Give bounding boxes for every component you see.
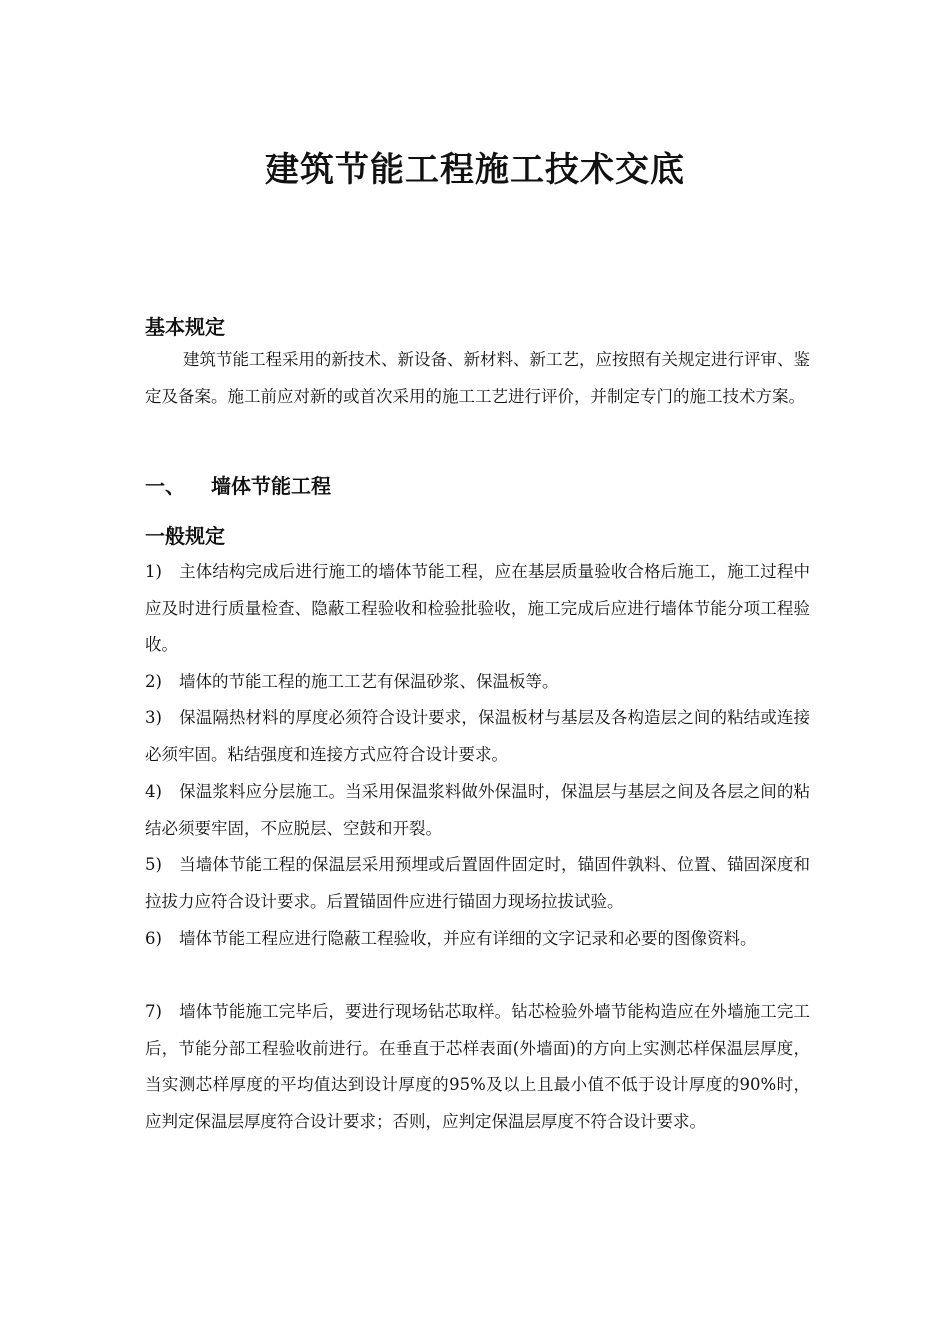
list-item-text: 当墙体节能工程的保温层采用预埋或后置固件固定时，锚固件孰料、位置、锚固深度和拉拔力应符合设计要求。后置锚固件应进行锚固力现场拉拔试验。 (145, 855, 810, 911)
list-item-number: 6) (145, 929, 162, 948)
list-item-text: 保温浆料应分层施工。当采用保温浆料做外保温时，保温层与基层之间及各层之间的粘结必须要牢固，不应脱层、空鼓和开裂。 (145, 782, 810, 838)
list-item-6 (145, 921, 810, 958)
section-1-heading (145, 472, 331, 500)
list-item-7 (145, 994, 810, 1140)
basic-heading: 基本规定 (145, 315, 225, 339)
list-item-number: 5) (145, 855, 162, 874)
list-item-text: 保温隔热材料的厚度必须符合设计要求，保温板材与基层及各构造层之间的粘结或连接必须牢固。粘结强度和连接方式应符合设计要求。 (145, 708, 810, 764)
list-item-text: 墙体的节能工程的施工工艺有保温砂浆、保温板等。 (179, 672, 559, 691)
list-item-text: 墙体节能施工完毕后，要进行现场钻芯取样。钻芯检验外墙节能构造应在外墙施工完工后，节能分部工程验收前进行。在垂直于芯样表面(外墙面)的方向上实测芯样保温层厚度，当实测芯样厚度的平均值达到设计厚度的95%及以上且最小值不低于设计厚度的90%时，应判定保温层厚度符合设计要求；否则，应判定保温层厚度不符合设计要求。 (145, 1002, 810, 1131)
basic-paragraph: 建筑节能工程采用的新技术、新设备、新材料、新工艺，应按照有关规定进行评审、鉴定及备案。施工前应对新的或首次采用的施工工艺进行评价，并制定专门的施工技术方案。 (145, 350, 810, 406)
section-1-title: 墙体节能工程 (211, 474, 331, 498)
list-item-number: 4) (145, 782, 162, 801)
list-item-5 (145, 847, 810, 920)
section-1-number: 一、 (145, 474, 185, 498)
general-rules-heading: 一般规定 (145, 524, 225, 548)
list-item-2 (145, 664, 810, 701)
list-item-number: 2) (145, 672, 162, 691)
list-item-1 (145, 554, 810, 664)
list-item-number: 3) (145, 708, 162, 727)
list-item-text: 主体结构完成后进行施工的墙体节能工程，应在基层质量验收合格后施工，施工过程中应及时进行质量检查、隐蔽工程验收和检验批验收，施工完成后应进行墙体节能分项工程验收。 (145, 562, 810, 654)
list-item-4 (145, 774, 810, 847)
list-item-number: 1) (145, 562, 162, 581)
list-item-3 (145, 700, 810, 773)
document-title: 建筑节能工程施工技术交底 (265, 150, 685, 190)
list-item-text: 墙体节能工程应进行隐蔽工程验收，并应有详细的文字记录和必要的图像资料。 (179, 929, 757, 948)
list-item-number: 7) (145, 1002, 162, 1021)
